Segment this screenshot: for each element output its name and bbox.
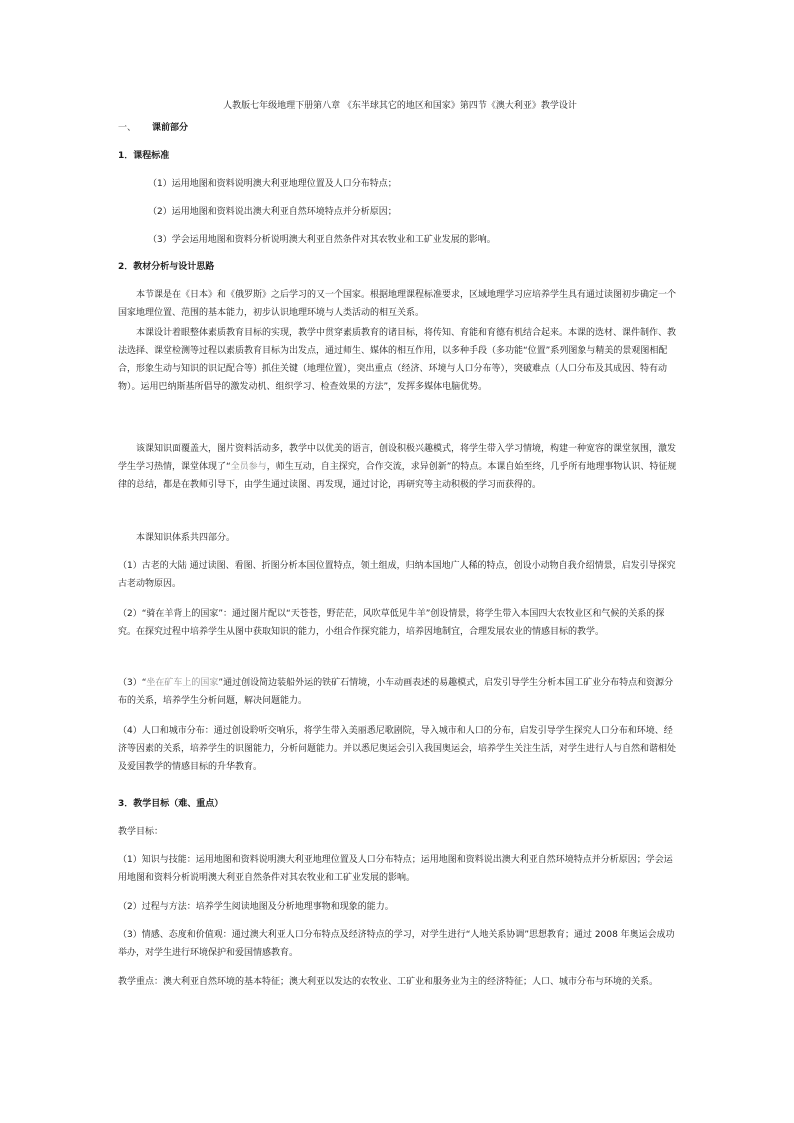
heading-textbook-analysis: 2．教材分析与设计思路 (118, 262, 215, 272)
standard-item-3: （3）学会运用地图和资料分析说明澳大利亚自然条件对其农牧业和工矿业发展的影响。 (148, 235, 496, 245)
standard-item-1: （1）运用地图和资料说明澳大利亚地理位置及人口分布特点； (148, 179, 397, 189)
part-item-3-text-a: （3）“ (118, 678, 147, 688)
part-item-4: （4）人口和城市分布：通过创设聆听交响乐，将学生带入美丽悉尼歌剧院，导入城市和人口的分布，启发引导学生探究人口分布和环境、经济等因素的关系，培养学生的识图能力，分析问题能力。并以悉尼奥运会引入我国奥运会，培养学生关注生活，对学生进行人与自然和谐相处及爱国教学的情感目标的升华教育。 (118, 726, 677, 772)
goal-item-3: （3）情感、态度和价值观：通过澳大利亚人口分布特点及经济特点的学习，对学生进行“人地关系协调”思想教育；通过 2008 年奥运会成功举办，对学生进行环境保护和爱国情感教育。 (118, 930, 675, 958)
paragraph-design: 本课设计着眼整体素质教育目标的实现，教学中贯穿素质教育的诸目标，将传知、育能和育德有机结合起来。本课的选材、课件制作、教法选择、课堂检测等过程以素质教育目标为出发点，通过师生、媒体的相互作用，以多种手段（多功能“位置”系列图象与精美的景观图相配合，形象生动与知识的识记配合等）抓住关键（地理位置），突出重点（经济、环境与人口分布等），突破难点（人口分布及其成因、特有动物）。运用巴纳斯基所倡导的激发动机、组织学习、检查效果的方法”，发挥多媒体电脑优势。 (118, 328, 677, 392)
document-title: 人教版七年级地理下册第八章 《东半球其它的地区和国家》第四节《澳大利亚》教学设计 (223, 101, 577, 111)
part-item-1: （1）古老的大陆 通过读图、看图、折图分析本国位置特点，领土组成，归纳本国地广人稀的特点，创设小动物自我介绍情景，启发引导探究古老动物原因。 (118, 561, 676, 589)
part-item-3-text-b: ”通过创设简边装船外运的铁矿石情境，小车动画表述的易趣模式，启发引导学生分析本国工矿业分布特点和资源分布的关系，培养学生分析问题，解决问题能力。 (118, 678, 674, 706)
goal-item-2: （2）过程与方法：培养学生阅读地图及分析地理事物和现象的能力。 (118, 902, 394, 912)
standard-item-2: （2）运用地图和资料说出澳大利亚自然环境特点并分析原因； (148, 207, 397, 217)
paragraph-knowledge-system: 本课知识体系共四部分。 (136, 533, 236, 543)
part-item-2: （2）“骑在羊背上的国家”：通过图片配以“天苍苍，野茫茫，风吹草低见牛羊”创设情景，将学生带入本国四大农牧业区和气候的关系的探究。在探究过程中培养学生从图中获取知识的能力，小组合作探究能力，培养因地制宜，合理发展农业的情感目标的教学。 (118, 609, 665, 637)
heading-curriculum-standards: 1．课程标准 (118, 151, 170, 161)
section-number: 一、 (118, 123, 137, 133)
paragraph-classroom-text-b: ，师生互动，自主探究，合作交流，求异创新”的特点。本课自始至终，几乎所有地理事物认识、特征规律的总结，都是在教师引导下，由学生通过读图、再发现，通过讨论，再研究等主动积极的学习而获得的。 (118, 462, 677, 490)
teaching-goals-label: 教学目标： (118, 827, 164, 837)
teaching-key-point: 教学重点：澳大利亚自然环境的基本特征；澳大利亚以发达的农牧业、工矿业和服务业为主的经济特征；人口、城市分布与环境的关系。 (118, 977, 659, 987)
section-heading-1 (118, 119, 188, 137)
paragraph-classroom-highlight: 全员参与 (230, 462, 267, 472)
paragraph-intro: 本节课是在《日本》和《俄罗斯》之后学习的又一个国家。根据地理课程标准要求，区域地理学习应培养学生具有通过读图初步确定一个国家地理位置、范围的基本能力，初步认识地理环境与人类活动的相互关系。 (118, 290, 677, 318)
paragraph-classroom-text-a: 该课知识面覆盖大，图片资料活动多，教学中以优美的语言，创设积极兴趣模式，将学生带入学习情境，构建一种宽容的课堂氛围，激发学生学习热情，课堂体现了“ (118, 444, 677, 472)
paragraph-classroom (118, 440, 678, 494)
section-label: 课前部分 (152, 123, 189, 133)
part-item-3-highlight: 坐在矿车上的国家 (146, 678, 219, 688)
heading-teaching-goals: 3．教学目标（难、重点） (118, 799, 224, 809)
goal-item-1: （1）知识与技能：运用地图和资料说明澳大利亚地理位置及人口分布特点；运用地图和资料说出澳大利亚自然环境特点并分析原因；学会运用地图和资料分析说明澳大利亚自然条件对其农牧业和工矿业发展的影响。 (118, 855, 673, 883)
part-item-3 (118, 674, 678, 710)
